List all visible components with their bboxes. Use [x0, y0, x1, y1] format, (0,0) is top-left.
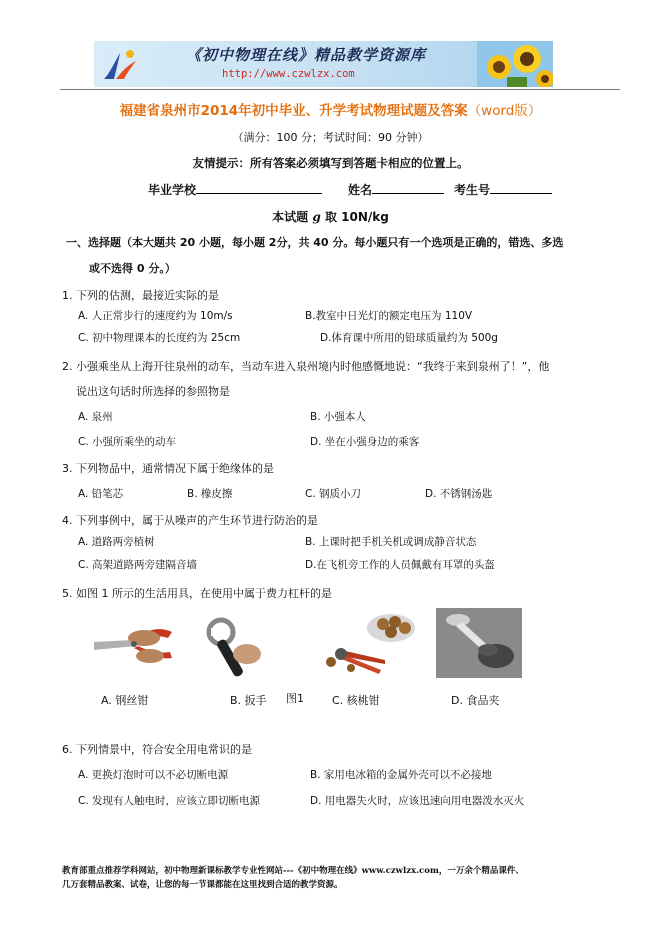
document-title — [0, 99, 661, 119]
gravity-note-pre: 本试题 — [272, 210, 309, 224]
wrench-image — [203, 614, 269, 680]
header-rule — [60, 89, 620, 90]
question-3-stem: 3. 下列物品中，通常情况下属于绝缘体的是 — [62, 462, 274, 475]
question-3-option-c: C. 钢质小刀 — [305, 488, 362, 500]
name-field — [348, 181, 444, 198]
figure-option-c-caption: C. 核桃钳 — [332, 694, 380, 707]
document-title-main: 福建省泉州市2014年初中毕业、升学考试物理试题及答案 — [119, 103, 468, 119]
question-6-option-c: C. 发现有人触电时，应该立即切断电源 — [78, 795, 261, 807]
school-label: 毕业学校 — [148, 183, 197, 197]
question-6-option-b: B. 家用电冰箱的金属外壳可以不必接地 — [310, 769, 492, 781]
question-4-stem: 4. 下列事例中，属于从噪声的产生环节进行防治的是 — [62, 514, 318, 527]
question-4-option-d: D.在飞机旁工作的人员佩戴有耳罩的头盔 — [305, 559, 495, 571]
student-id-label: 考生号 — [454, 183, 491, 197]
name-label: 姓名 — [348, 183, 373, 197]
question-2-option-a: A. 泉州 — [78, 411, 113, 423]
sunflower-icon — [477, 41, 553, 87]
site-logo-icon — [100, 45, 140, 85]
question-2-option-b: B. 小强本人 — [310, 411, 366, 423]
question-2-stem: 2. 小强乘坐从上海开往泉州的动车，当动车进入泉州境内时他感慨地说：“我终于来到泉州了！”，他 — [62, 360, 550, 373]
school-blank — [196, 181, 322, 194]
student-id-blank — [490, 181, 552, 194]
question-2-stem-cont: 说出这句话时所选择的参照物是 — [76, 385, 230, 398]
exam-meta: （满分：100 分；考试时间：90 分钟） — [232, 131, 429, 144]
question-5-stem: 5. 如图 1 所示的生活用具，在使用中属于费力杠杆的是 — [62, 587, 332, 600]
figure-option-a-caption: A. 钢丝钳 — [101, 694, 149, 707]
question-4-option-c: C. 高架道路两旁建隔音墙 — [78, 559, 198, 571]
question-2-option-d: D. 坐在小强身边的乘客 — [310, 436, 420, 448]
question-4-option-a: A. 道路两旁植树 — [78, 536, 155, 548]
question-1-stem: 1. 下列的估测，最接近实际的是 — [62, 289, 219, 302]
site-banner — [94, 41, 553, 87]
question-6-option-a: A. 更换灯泡时可以不必切断电源 — [78, 769, 229, 781]
gravity-note-post: 取 10N/kg — [324, 210, 389, 224]
gravity-symbol: g — [312, 210, 321, 224]
friendly-tip: 友情提示：所有答案必须填写到答题卡相应的位置上。 — [192, 156, 469, 170]
question-6-stem: 6. 下列情景中，符合安全用电常识的是 — [62, 743, 252, 756]
question-1-option-b: B.教室中日光灯的额定电压为 110V — [305, 310, 473, 322]
question-6-option-d: D. 用电器失火时，应该迅速向用电器泼水灭火 — [310, 795, 525, 807]
question-3-option-a: A. 铅笔芯 — [78, 488, 124, 500]
name-blank — [372, 181, 444, 194]
document-title-suffix: （word版） — [467, 103, 542, 119]
question-1-option-c: C. 初中物理课本的长度约为 25cm — [78, 332, 241, 344]
student-id-field — [454, 181, 552, 198]
wire-pliers-image — [84, 612, 176, 680]
question-2-option-c: C. 小强所乘坐的动车 — [78, 436, 177, 448]
school-field — [148, 181, 322, 198]
section-heading: 一、选择题（本大题共 20 小题，每小题 2分，共 40 分。每小题只有一个选项是正确的，错选、多选 — [66, 236, 564, 249]
question-3-option-d: D. 不锈钢汤匙 — [425, 488, 493, 500]
section-heading-cont: 或不选得 0 分。） — [89, 262, 176, 275]
nutcracker-image — [321, 612, 416, 678]
gravity-note — [0, 208, 661, 225]
footer-line-2: 几万套精品教案、试卷，让您的每一节课都能在这里找到合适的教学资源。 — [62, 880, 343, 890]
footer-line-1: 教育部重点推荐学科网站，初中物理新课标教学专业性网站---《初中物理在线》www.czwlzx.com，一万余个精品课件、 — [62, 866, 524, 876]
figure-label: 图1 — [286, 692, 304, 705]
question-1-option-d: D.体育课中所用的铅球质量约为 500g — [320, 332, 498, 344]
question-1-option-a: A. 人正常步行的速度约为 10m/s — [78, 310, 233, 322]
banner-url: http://www.czwlzx.com — [222, 68, 355, 80]
banner-title: 《初中物理在线》精品教学资源库 — [186, 46, 427, 64]
figure-option-b-caption: B. 扳手 — [230, 694, 267, 707]
figure-option-d-caption: D. 食品夹 — [451, 694, 500, 707]
question-3-option-b: B. 橡皮擦 — [187, 488, 233, 500]
food-tongs-image — [436, 608, 522, 678]
question-4-option-b: B. 上课时把手机关机或调成静音状态 — [305, 536, 477, 548]
